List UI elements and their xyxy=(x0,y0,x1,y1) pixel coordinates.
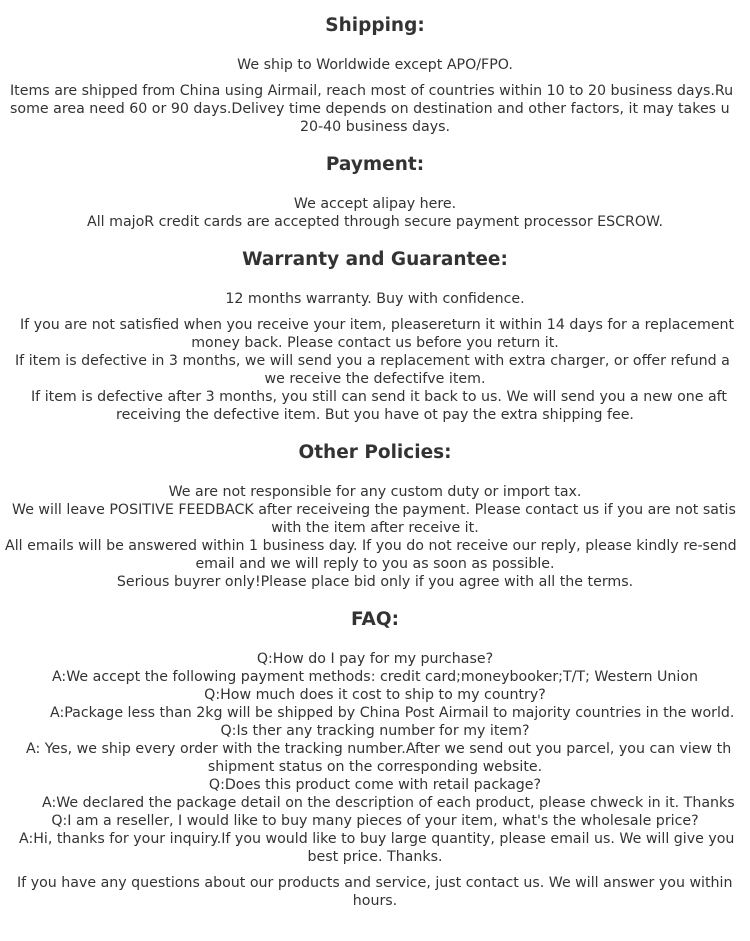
contact-line-1: If you have any questions about our products and service, just contact us. We will answer you within xyxy=(17,875,733,891)
faq-answer-5-line-1: A:Hi, thanks for your inquiry.If you would like to buy large quantity, please email us. We will give you xyxy=(19,831,735,847)
faq-answer-3-line-2: shipment status on the corresponding website. xyxy=(207,759,543,775)
shipping-detail-line-3: 20-40 business days. xyxy=(299,119,451,135)
warranty-line-1: If you are not satisfied when you receive your item, pleasereturn it within 14 days for a replacement xyxy=(20,317,735,333)
warranty-heading: Warranty and Guarantee: xyxy=(242,249,508,270)
policies-line-2: We will leave POSITIVE FEEDBACK after receiveing the payment. Please contact us if you are not satis xyxy=(12,502,736,518)
faq-question-1: Q:How do I pay for my purchase? xyxy=(256,651,494,667)
payment-line-1: We accept alipay here. xyxy=(293,196,457,212)
warranty-line-4: we receive the defectifve item. xyxy=(264,371,486,387)
payment-line-2: All majoR credit cards are accepted through secure payment processor ESCROW. xyxy=(87,214,663,230)
payment-heading: Payment: xyxy=(325,154,425,175)
faq-question-4: Q:Does this product come with retail package? xyxy=(208,777,542,793)
warranty-line-6: receiving the defective item. But you have ot pay the extra shipping fee. xyxy=(116,407,634,423)
policies-line-3: with the item after receive it. xyxy=(271,520,479,536)
faq-heading: FAQ: xyxy=(351,609,399,630)
faq-answer-3-line-1: A: Yes, we ship every order with the tracking number.After we send out you parcel, you can view th xyxy=(26,741,732,757)
faq-answer-2: A:Package less than 2kg will be shipped by China Post Airmail to majority countries in the world. xyxy=(50,705,735,721)
faq-answer-1: A:We accept the following payment methods: credit card;moneybooker;T/T; Western Union xyxy=(51,669,699,685)
shipping-heading: Shipping: xyxy=(325,15,425,36)
policies-line-4: All emails will be answered within 1 business day. If you do not receive our reply, please kindly re-send xyxy=(5,538,737,554)
contact-line-2: hours. xyxy=(352,893,398,909)
faq-question-2: Q:How much does it cost to ship to my country? xyxy=(204,687,546,703)
policies-heading: Other Policies: xyxy=(298,442,452,463)
shipping-detail-line-1: Items are shipped from China using Airmail, reach most of countries within 10 to 20 business days.Ru xyxy=(10,83,734,99)
faq-answer-4: A:We declared the package detail on the description of each product, please chweck in it. Thanks xyxy=(42,795,735,811)
warranty-line-intro: 12 months warranty. Buy with confidence. xyxy=(225,291,525,307)
policies-line-1: We are not responsible for any custom duty or import tax. xyxy=(168,484,582,500)
faq-question-3: Q:Is ther any tracking number for my item? xyxy=(220,723,530,739)
warranty-line-2: money back. Please contact us before you return it. xyxy=(191,335,559,351)
faq-question-5: Q:I am a reseller, I would like to buy many pieces of your item, what's the wholesale price? xyxy=(51,813,699,829)
policies-line-5: email and we will reply to you as soon as possible. xyxy=(195,556,555,572)
shipping-detail-line-2: some area need 60 or 90 days.Delivey time depends on destination and other factors, it may takes u xyxy=(10,101,730,117)
policies-line-6: Serious buyrer only!Please place bid only if you agree with all the terms. xyxy=(116,574,634,590)
warranty-line-5: If item is defective after 3 months, you still can send it back to us. We will send you a new one aft xyxy=(31,389,727,405)
shipping-destination-text: We ship to Worldwide except APO/FPO. xyxy=(237,57,513,73)
faq-answer-5-line-2: best price. Thanks. xyxy=(307,849,443,865)
warranty-line-3: If item is defective in 3 months, we will send you a replacement with extra charger, or offer refund a xyxy=(15,353,730,369)
